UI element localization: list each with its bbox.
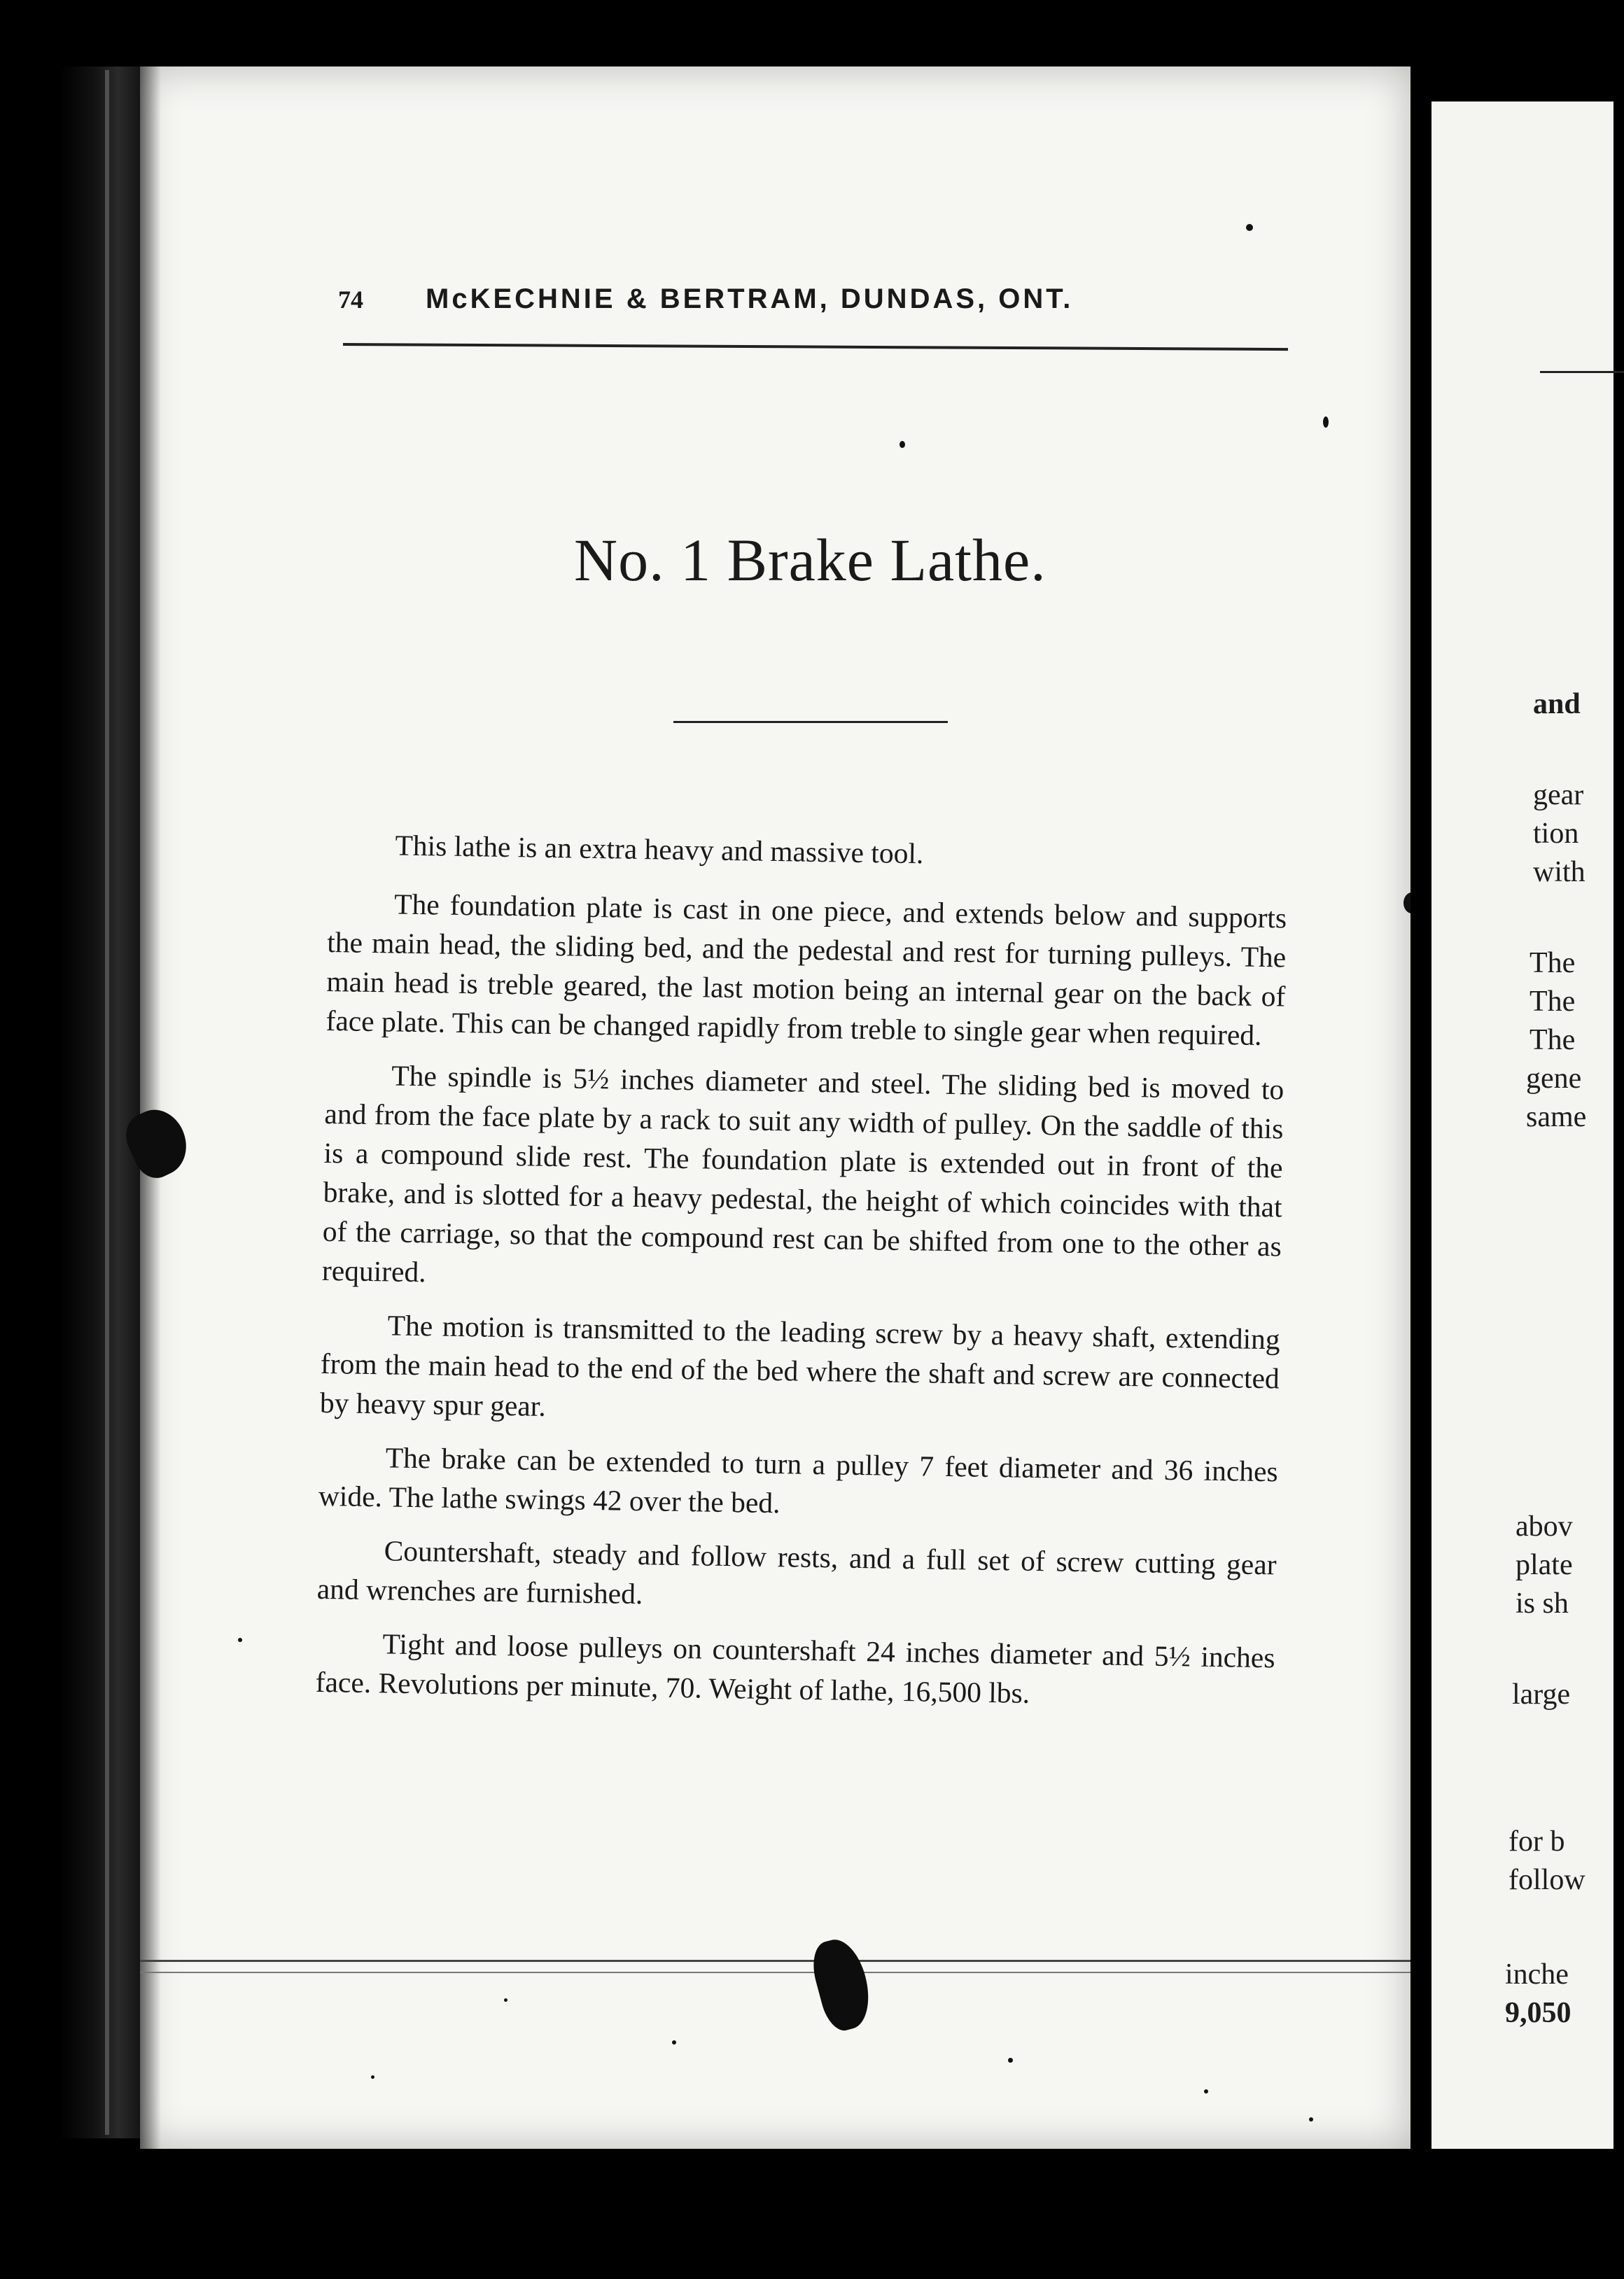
ink-speck bbox=[1204, 2089, 1208, 2094]
ink-speck bbox=[1323, 416, 1329, 428]
page-number: 74 bbox=[338, 286, 363, 314]
paragraph: The spindle is 5½ inches diameter and steel. The sliding bed is moved to and from the face plate by a rack to suit any width of pulley. On the saddle of this is a compound slide rest. The foundation plate is extended out in front of the brake, and is slotted for a heavy pedestal, the height of which coincides with that of the carriage, so that the compound rest can be shifted from one to the other as required. bbox=[321, 1059, 1284, 1289]
facing-text-fragment: and bbox=[1533, 688, 1581, 720]
paragraph: The brake can be extended to turn a pulley 7 feet diameter and 36 inches wide. The lathe swings 42 over the bed. bbox=[318, 1441, 1279, 1520]
paragraph: The motion is transmitted to the leading screw by a heavy shaft, extending from the main head to the end of the bed where the shaft and screw are connected by heavy spur gear. bbox=[319, 1309, 1280, 1422]
page-bottom-rule-secondary bbox=[140, 1972, 1410, 1973]
facing-text-fragment: follow bbox=[1508, 1864, 1586, 1896]
facing-text-fragment: tion bbox=[1533, 818, 1579, 850]
ink-speck bbox=[899, 441, 905, 448]
facing-text-fragment: same bbox=[1526, 1101, 1587, 1133]
page-bottom-rule bbox=[140, 1960, 1410, 1962]
ink-speck bbox=[238, 1638, 242, 1642]
book-binding bbox=[59, 66, 144, 2138]
facing-text-fragment: is sh bbox=[1516, 1587, 1569, 1620]
facing-text-fragment: with bbox=[1533, 856, 1586, 888]
ink-speck bbox=[1008, 2058, 1013, 2063]
paragraph: Countershaft, steady and follow rests, and a full set of screw cutting gear and wrenches are furnished. bbox=[316, 1534, 1277, 1611]
publisher-line: McKECHNIE & BERTRAM, DUNDAS, ONT. bbox=[426, 283, 1074, 314]
left-page bbox=[140, 66, 1410, 2149]
facing-text-fragment: The bbox=[1530, 947, 1576, 979]
facing-text-fragment: gene bbox=[1526, 1063, 1582, 1095]
ink-speck bbox=[1246, 224, 1253, 231]
title-rule bbox=[673, 721, 948, 723]
header-rule bbox=[343, 343, 1288, 351]
facing-text-fragment: The bbox=[1530, 986, 1576, 1018]
facing-text-fragment: inche bbox=[1505, 1958, 1569, 1991]
paragraph: Tight and loose pulleys on countershaft 24 inches diameter and 5½ inches face. Revolutions per minute, 70. Weight of lathe, 16,500 lbs. bbox=[315, 1627, 1275, 1709]
facing-text-fragment: plate bbox=[1516, 1549, 1573, 1581]
ink-speck bbox=[672, 2040, 676, 2045]
paragraph: This lathe is an extra heavy and massive tool. bbox=[395, 829, 924, 870]
binding-edge bbox=[105, 70, 109, 2135]
facing-text-fragment: large bbox=[1512, 1678, 1571, 1711]
facing-text-fragment: gear bbox=[1533, 779, 1584, 811]
page-title: No. 1 Brake Lathe. bbox=[574, 526, 1046, 594]
page-gap bbox=[1410, 66, 1432, 2166]
page-gutter-shadow bbox=[140, 66, 161, 2149]
paragraph: The foundation plate is cast in one piece, and extends below and supports the main head, the sliding bed, and the pedestal and rest for turning pulleys. The main head is treble geared, the last motion being an internal gear on the back of face plate. This can be changed rapidly from treble to single gear when required. bbox=[326, 888, 1287, 1051]
facing-page bbox=[1432, 101, 1614, 2149]
body-text bbox=[315, 825, 1288, 1731]
facing-text-fragment: for b bbox=[1508, 1825, 1565, 1858]
running-head bbox=[338, 283, 1290, 325]
ink-speck bbox=[371, 2075, 374, 2079]
ink-blot bbox=[806, 1934, 877, 2035]
facing-header-rule bbox=[1540, 371, 1624, 373]
facing-text-fragment: abov bbox=[1516, 1510, 1573, 1543]
ink-speck bbox=[504, 1998, 507, 2002]
facing-text-fragment: 9,050 bbox=[1505, 1997, 1572, 2029]
ink-speck bbox=[1309, 2117, 1313, 2122]
facing-text-fragment: The bbox=[1530, 1024, 1576, 1056]
